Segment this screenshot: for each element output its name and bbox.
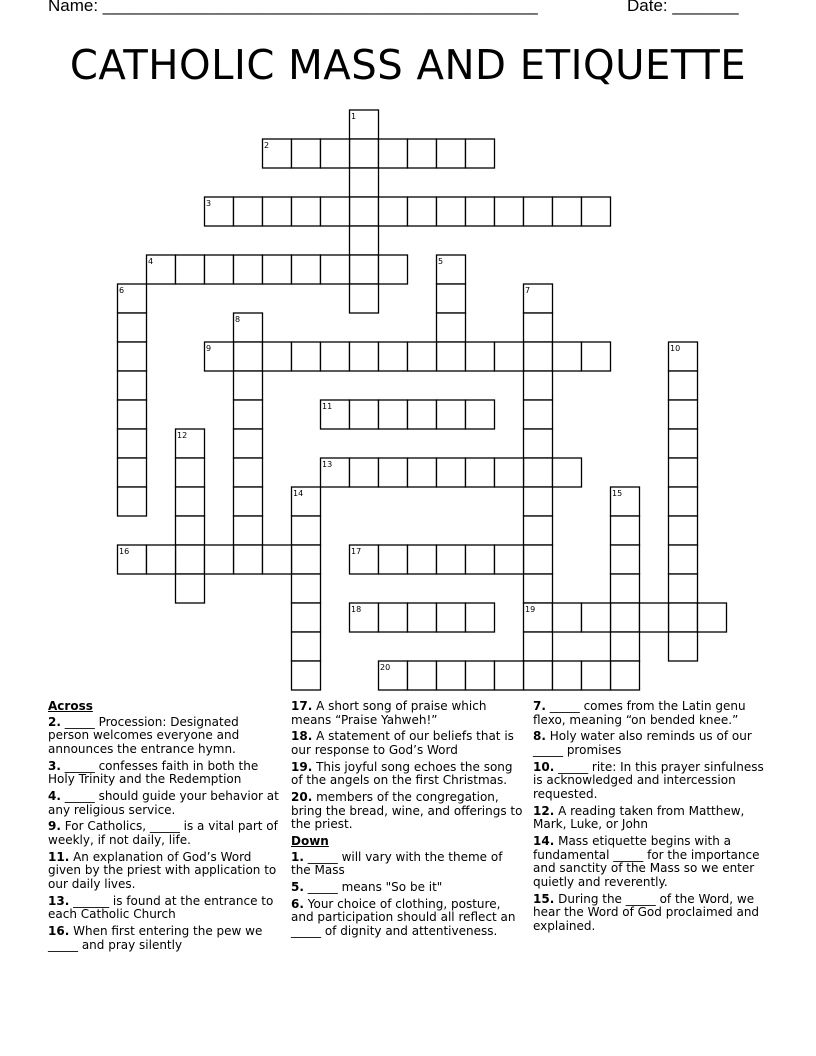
grid-cell[interactable] [350,255,379,284]
clue-text: _____ Procession: Designated person welcomes everyone and announces the entrance hymn. [48,714,240,756]
clue-text: _____ means "So be it" [307,880,443,895]
clue-number-label: 17 [351,547,362,556]
grid-cell[interactable] [611,574,640,603]
grid-cell[interactable] [118,458,147,487]
clue-number-label: 16 [119,547,130,556]
grid-cell[interactable] [669,458,698,487]
grid-cell[interactable] [524,429,553,458]
grid-cell[interactable] [292,661,321,690]
down-clue-14 [533,835,765,889]
grid-cell[interactable] [408,458,437,487]
name-field-line[interactable]: Name: ______________________________________________ [48,0,538,15]
grid-cell[interactable] [582,661,611,690]
grid-cell[interactable] [524,400,553,429]
grid-cell[interactable] [437,342,466,371]
grid-cell[interactable] [495,458,524,487]
grid-cell[interactable] [553,458,582,487]
clue-number: 7. [533,699,546,713]
grid-cell[interactable] [118,342,147,371]
grid-cell[interactable] [379,603,408,632]
grid-cell[interactable] [176,255,205,284]
grid-cell[interactable] [379,255,408,284]
across-clue-11 [48,851,280,892]
clue-number-label: 14 [293,489,304,498]
grid-cell[interactable] [524,371,553,400]
grid-cell[interactable] [408,197,437,226]
across-clue-16 [48,925,280,952]
clue-number: 10. [533,759,555,774]
clue-number-label: 2 [264,141,270,150]
clue-number-label: 13 [322,460,333,469]
clue-text: A reading taken from Matthew, Mark, Luke, or John [533,803,745,832]
clue-text: For Catholics, _____ is a vital part of weekly, if not daily, life. [48,819,278,847]
grid-cell[interactable] [437,400,466,429]
clue-text: _____ should guide your behavior at any religious service. [48,788,279,817]
clue-text: _____ will vary with the theme of the Mass [291,849,503,878]
grid-cells [118,110,727,690]
grid-cell[interactable] [466,197,495,226]
grid-cell[interactable] [524,545,553,574]
grid-cell[interactable] [495,342,524,371]
grid-cell[interactable] [350,197,379,226]
grid-cell[interactable] [437,139,466,168]
grid-cell[interactable] [379,342,408,371]
clue-number-label: 1 [351,112,357,121]
grid-cell[interactable] [524,458,553,487]
grid-cell[interactable] [234,400,263,429]
grid-cell[interactable] [118,429,147,458]
grid-cell[interactable] [205,255,234,284]
grid-cell[interactable] [176,545,205,574]
grid-cell[interactable] [408,661,437,690]
grid-cell[interactable] [234,545,263,574]
grid-cell[interactable] [408,603,437,632]
grid-cell[interactable] [321,139,350,168]
grid-cell[interactable] [669,574,698,603]
grid-cell[interactable] [466,458,495,487]
grid-cell[interactable] [611,632,640,661]
clue-number-label: 10 [670,344,681,353]
clue-number-label: 18 [351,605,362,614]
down-clues-list-part-2 [533,700,765,933]
grid-cell[interactable] [553,197,582,226]
grid-cell[interactable] [611,516,640,545]
grid-cell[interactable] [611,545,640,574]
across-heading: Across [48,699,93,713]
grid-cell[interactable] [524,197,553,226]
grid-cell[interactable] [524,516,553,545]
clue-number: 4. [48,788,61,803]
clue-number: 6. [291,896,304,911]
grid-cell[interactable] [553,342,582,371]
down-clue-7 [533,700,765,727]
grid-cell[interactable] [321,342,350,371]
grid-cell[interactable] [321,255,350,284]
clue-number-label: 15 [612,489,623,498]
date-field-line[interactable]: Date: _______ [627,0,739,15]
grid-cell[interactable] [292,342,321,371]
grid-cell[interactable] [234,429,263,458]
grid-cell[interactable] [437,197,466,226]
grid-cell[interactable] [234,516,263,545]
down-clue-8 [533,730,765,757]
grid-cell[interactable] [292,255,321,284]
clue-number-label: 8 [235,315,241,324]
clue-number: 20. [291,790,313,805]
clue-number: 14. [533,834,555,849]
across-clue-18 [291,730,523,757]
across-clue-3 [48,760,280,787]
grid-cell[interactable] [437,458,466,487]
clue-number: 18. [291,729,313,744]
grid-cell[interactable] [495,661,524,690]
clue-text: _____ confesses faith in both the Holy Trinity and the Redemption [48,758,259,787]
grid-cell[interactable] [118,313,147,342]
grid-cell[interactable] [437,545,466,574]
grid-cell[interactable] [292,632,321,661]
grid-cell[interactable] [698,603,727,632]
clue-text: _____ rite: In this prayer sinfulness is acknowledged and intercession requested. [533,759,764,801]
grid-cell[interactable] [553,603,582,632]
grid-cell[interactable] [524,632,553,661]
grid-cell[interactable] [350,226,379,255]
grid-cell[interactable] [553,661,582,690]
grid-cell[interactable] [669,632,698,661]
grid-cell[interactable] [611,661,640,690]
clue-text: ______ is found at the entrance to each Catholic Church [48,893,274,922]
grid-cell[interactable] [263,255,292,284]
clue-text: A short song of praise which means “Praise Yahweh!” [291,699,487,727]
grid-cell[interactable] [234,197,263,226]
grid-cell[interactable] [234,371,263,400]
grid-cell[interactable] [350,284,379,313]
clue-number: 12. [533,803,555,818]
grid-cell[interactable] [321,197,350,226]
clue-text: During the _____ of the Word, we hear the Word of God proclaimed and explained. [533,891,760,933]
clue-text: members of the congregation, bring the bread, wine, and offerings to the priest. [291,790,523,832]
down-clue-6 [291,898,523,939]
across-clue-20 [291,791,523,832]
grid-cell[interactable] [582,197,611,226]
grid-cell[interactable] [350,400,379,429]
clues-column-2 [291,700,523,942]
grid-cell[interactable] [466,661,495,690]
grid-cell[interactable] [611,603,640,632]
clue-number-label: 5 [438,257,444,266]
clue-number: 3. [48,758,61,773]
grid-cell[interactable] [350,139,379,168]
clue-text: Mass etiquette begins with a fundamental _____ for the importance and sanctity of the Mass so we enter quietly and reverently. [533,834,760,889]
clue-number: 8. [533,729,546,744]
clue-number-label: 20 [380,663,391,672]
grid-cell[interactable] [292,545,321,574]
grid-cell[interactable] [176,574,205,603]
clue-number: 19. [291,759,313,774]
grid-cell[interactable] [234,342,263,371]
grid-cell[interactable] [350,458,379,487]
grid-cell[interactable] [466,603,495,632]
clue-number: 2. [48,714,61,729]
clue-number: 16. [48,924,70,939]
clue-text: When first entering the pew we _____ and pray silently [48,924,263,952]
clue-number-label: 11 [322,402,333,411]
clue-text: A statement of our beliefs that is our response to God’s Word [291,729,514,757]
across-clue-2 [48,716,280,757]
down-clue-10 [533,761,765,802]
grid-cell[interactable] [263,197,292,226]
grid-cell[interactable] [234,255,263,284]
clue-number-label: 4 [148,257,154,266]
across-clue-17 [291,700,523,727]
grid-cell[interactable] [379,139,408,168]
grid-cell[interactable] [176,516,205,545]
grid-cell[interactable] [118,487,147,516]
clue-number: 15. [533,891,555,906]
grid-cell[interactable] [408,139,437,168]
grid-cell[interactable] [669,429,698,458]
grid-cell[interactable] [437,313,466,342]
grid-cell[interactable] [292,516,321,545]
grid-cell[interactable] [205,545,234,574]
clue-number: 5. [291,880,304,895]
grid-cell[interactable] [234,487,263,516]
down-clue-12 [533,805,765,832]
grid-cell[interactable] [466,400,495,429]
grid-cell[interactable] [263,545,292,574]
grid-cell[interactable] [669,487,698,516]
clue-text: This joyful song echoes the song of the angels on the first Christmas. [291,759,513,788]
grid-cell[interactable] [379,400,408,429]
grid-cell[interactable] [118,371,147,400]
grid-cell[interactable] [669,545,698,574]
grid-cell[interactable] [263,342,292,371]
clues-column-1 [48,700,280,955]
clue-number-label: 6 [119,286,125,295]
grid-cell[interactable] [292,139,321,168]
grid-cell[interactable] [292,197,321,226]
grid-cell[interactable] [524,661,553,690]
across-clue-13 [48,895,280,922]
grid-cell[interactable] [669,400,698,429]
clue-number-label: 12 [177,431,188,440]
across-clue-4 [48,790,280,817]
grid-cell[interactable] [582,342,611,371]
down-clue-1 [291,851,523,878]
clue-text: Your choice of clothing, posture, and participation should all reflect an _____ of dignity and attentiveness. [291,896,516,939]
down-clue-5 [291,881,523,895]
clue-number: 1. [291,849,304,864]
grid-cell[interactable] [669,603,698,632]
clue-number-label: 19 [525,605,536,614]
down-clues-list-part-1 [291,851,523,939]
grid-cell[interactable] [408,342,437,371]
grid-cell[interactable] [292,603,321,632]
grid-cell[interactable] [524,487,553,516]
across-clue-9 [48,820,280,847]
clue-text: An explanation of God’s Word given by the priest with application to our daily lives. [48,849,277,891]
grid-cell[interactable] [466,342,495,371]
grid-cell[interactable] [176,487,205,516]
page-title: CATHOLIC MASS AND ETIQUETTE [69,41,747,89]
grid-cell[interactable] [118,400,147,429]
clues-column-3 [533,700,765,937]
grid-cell[interactable] [524,342,553,371]
clue-text: _____ comes from the Latin genu flexo, meaning “on bended knee.” [533,699,746,727]
clues-section [0,700,816,1056]
grid-cell[interactable] [582,603,611,632]
grid-cell[interactable] [350,342,379,371]
clue-number-label: 3 [206,199,212,208]
clue-number-label: 7 [525,286,531,295]
across-clues-list-part-2 [291,700,523,832]
down-clue-15 [533,893,765,934]
grid-cell[interactable] [234,458,263,487]
grid-cell[interactable] [466,139,495,168]
grid-cell[interactable] [669,371,698,400]
down-heading: Down [291,834,329,849]
clue-number: 13. [48,893,70,908]
grid-cell[interactable] [147,545,176,574]
clue-number: 17. [291,699,313,713]
grid-cell[interactable] [466,545,495,574]
clue-number: 11. [48,849,70,864]
grid-cell[interactable] [495,545,524,574]
grid-cell[interactable] [176,458,205,487]
grid-cell[interactable] [408,545,437,574]
grid-cell[interactable] [350,168,379,197]
grid-cell[interactable] [495,197,524,226]
grid-cell[interactable] [524,313,553,342]
grid-cell[interactable] [379,545,408,574]
across-clues-list-part-1 [48,716,280,953]
clue-text: Holy water also reminds us of our _____ promises [533,729,752,757]
grid-cell[interactable] [437,661,466,690]
clue-number: 9. [48,819,61,834]
grid-cell[interactable] [379,458,408,487]
grid-cell[interactable] [437,603,466,632]
grid-cell[interactable] [292,574,321,603]
across-clue-19 [291,761,523,788]
grid-cell[interactable] [437,284,466,313]
grid-cell[interactable] [408,400,437,429]
grid-cell[interactable] [524,574,553,603]
clue-number-label: 9 [206,344,212,353]
grid-cell[interactable] [640,603,669,632]
grid-cell[interactable] [379,197,408,226]
grid-cell[interactable] [669,516,698,545]
